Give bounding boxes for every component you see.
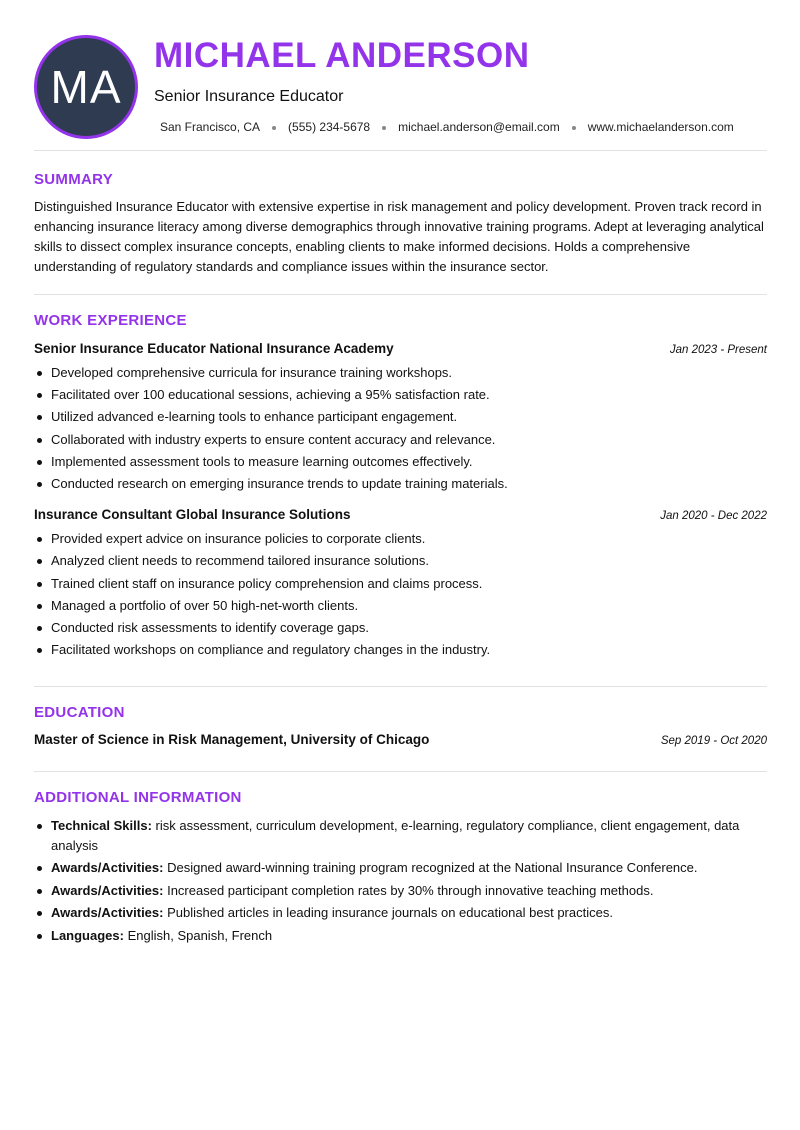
summary-section xyxy=(34,151,767,294)
job-bullet: Facilitated over 100 educational sessions, achieving a 95% satisfaction rate. xyxy=(51,384,767,406)
additional-item-label: Awards/Activities: xyxy=(51,882,164,898)
additional-item xyxy=(51,903,767,923)
job-title: Senior Insurance Educator National Insurance Academy xyxy=(34,341,394,356)
avatar-initials: MA xyxy=(50,61,122,113)
additional-item xyxy=(51,881,767,901)
job-bullets xyxy=(34,362,767,495)
resume-header xyxy=(34,0,767,150)
additional-item-label: Languages: xyxy=(51,927,124,943)
education-date: Sep 2019 - Oct 2020 xyxy=(660,735,767,748)
separator-dot-icon xyxy=(272,126,276,130)
additional-information-section xyxy=(34,772,767,945)
job-bullet: Analyzed client needs to recommend tailored insurance solutions. xyxy=(51,550,767,572)
degree-title: Master of Science in Risk Management, University of Chicago xyxy=(34,732,430,748)
job-bullet: Collaborated with industry experts to ensure content accuracy and relevance. xyxy=(51,429,767,451)
education-section xyxy=(34,687,767,771)
additional-item xyxy=(51,926,767,946)
job-bullet: Utilized advanced e-learning tools to enhance participant engagement. xyxy=(51,406,767,428)
additional-information-heading: ADDITIONAL INFORMATION xyxy=(34,789,242,807)
job-header xyxy=(34,341,767,356)
contact-line xyxy=(160,120,734,134)
additional-item-label: Awards/Activities: xyxy=(51,905,164,921)
job-date: Jan 2023 - Present xyxy=(669,344,767,356)
additional-item-text: Designed award-winning training program recognized at the National Insurance Conference. xyxy=(163,860,698,876)
job-bullet: Conducted risk assessments to identify coverage gaps. xyxy=(51,617,767,639)
avatar xyxy=(34,35,138,139)
education-heading: EDUCATION xyxy=(34,704,125,722)
additional-item-label: Technical Skills: xyxy=(51,818,152,834)
summary-heading: SUMMARY xyxy=(34,171,114,188)
additional-item-text: English, Spanish, French xyxy=(123,927,273,943)
contact-email[interactable]: michael.anderson@email.com xyxy=(398,120,560,134)
contact-website[interactable]: www.michaelanderson.com xyxy=(587,120,734,134)
job-entry xyxy=(34,507,767,661)
additional-item-label: Awards/Activities: xyxy=(51,860,164,876)
separator-dot-icon xyxy=(572,126,576,130)
job-entry xyxy=(34,341,767,495)
job-header xyxy=(34,507,767,522)
additional-item xyxy=(51,858,767,878)
candidate-role: Senior Insurance Educator xyxy=(154,88,344,105)
additional-item-text: Published articles in leading insurance journals on educational best practices. xyxy=(163,905,613,921)
additional-item-text: risk assessment, curriculum development, e-learning, regulatory compliance, client engagement, data analysis xyxy=(51,818,740,853)
job-bullets xyxy=(34,528,767,661)
summary-text: Distinguished Insurance Educator with extensive expertise in risk management and policy development. Proven track record in enhancing insurance literacy among diverse demographics through innovative training programs. Adept at leveraging analytical skills to dissect complex insurance concepts, enabling clients to make informed decisions. Holds a comprehensive understanding of regulatory standards and compliance issues within the insurance sector. xyxy=(34,199,764,274)
job-bullet: Provided expert advice on insurance policies to corporate clients. xyxy=(51,528,767,550)
job-bullet: Managed a portfolio of over 50 high-net-worth clients. xyxy=(51,595,767,617)
job-bullet: Trained client staff on insurance policy comprehension and claims process. xyxy=(51,573,767,595)
candidate-name: MICHAEL ANDERSON xyxy=(154,36,530,75)
contact-location: San Francisco, CA xyxy=(160,120,261,134)
separator-dot-icon xyxy=(382,126,386,130)
job-bullet: Developed comprehensive curricula for insurance training workshops. xyxy=(51,362,767,384)
additional-item xyxy=(51,816,767,855)
additional-list xyxy=(34,816,767,945)
job-bullet: Facilitated workshops on compliance and regulatory changes in the industry. xyxy=(51,639,767,661)
additional-item-text: Increased participant completion rates by 30% through innovative teaching methods. xyxy=(163,882,654,898)
job-date: Jan 2020 - Dec 2022 xyxy=(660,510,767,523)
work-experience-heading: WORK EXPERIENCE xyxy=(34,312,187,329)
work-experience-section xyxy=(34,295,767,686)
education-entry xyxy=(34,732,767,747)
job-title: Insurance Consultant Global Insurance Solutions xyxy=(34,507,351,523)
job-bullet: Conducted research on emerging insurance trends to update training materials. xyxy=(51,473,767,495)
contact-phone: (555) 234-5678 xyxy=(288,120,371,134)
job-bullet: Implemented assessment tools to measure learning outcomes effectively. xyxy=(51,451,767,473)
